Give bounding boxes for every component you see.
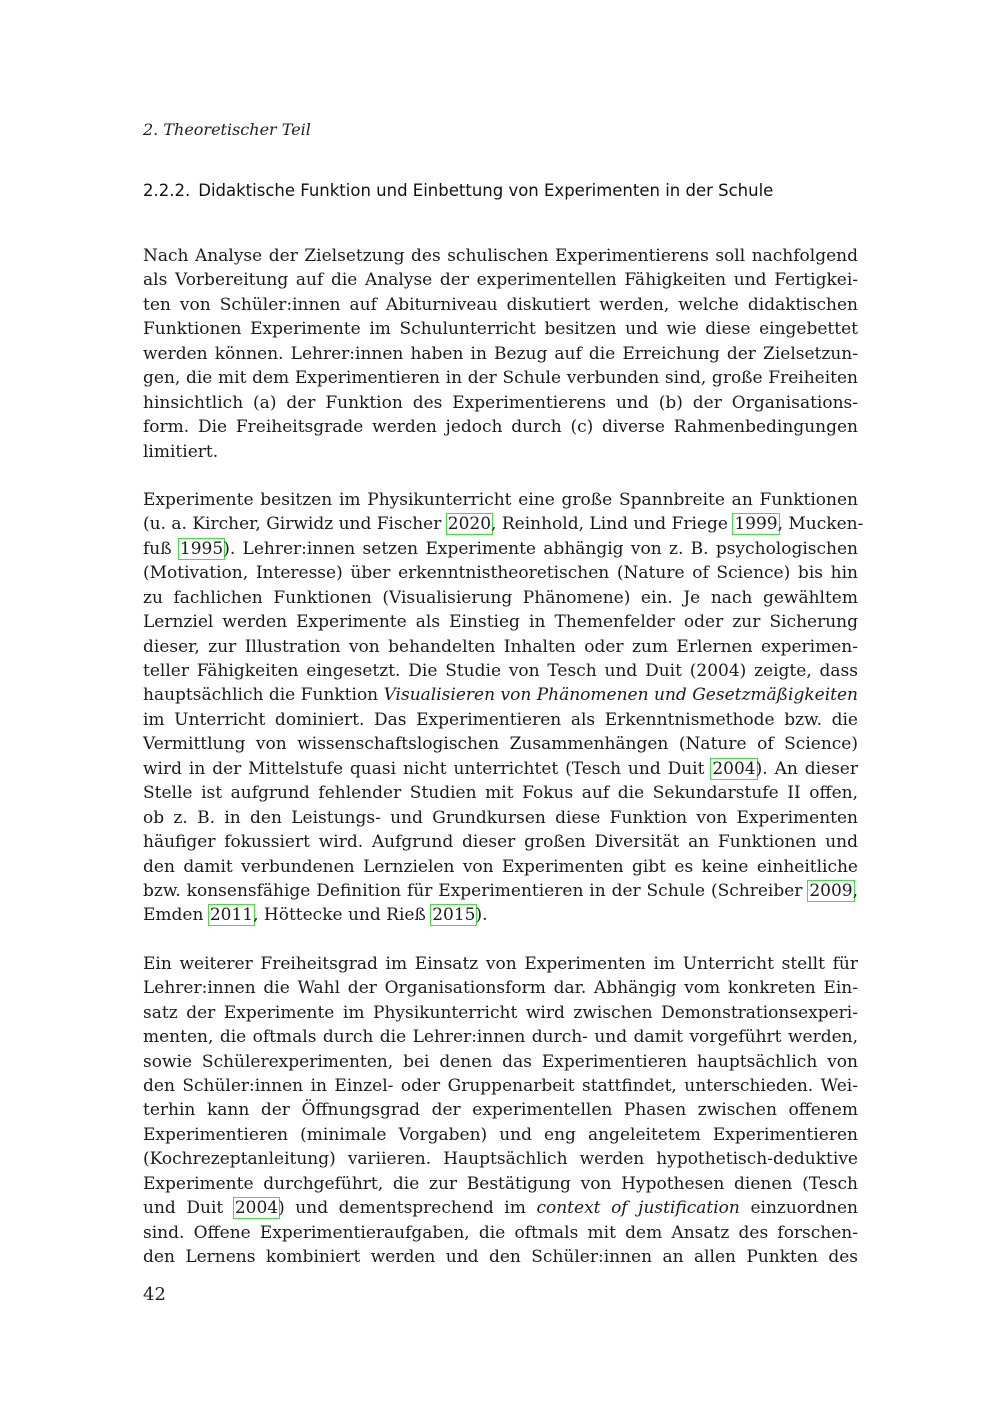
- text-line: als Vorbereitung auf die Analyse der experimentellen Fähigkeiten und Fertigkei-: [143, 270, 858, 291]
- text-line: sind. Offene Experimentieraufgaben, die oftmals mit dem Ansatz des forschen-: [143, 1222, 858, 1243]
- text-span: Emden: [143, 905, 209, 926]
- text-line: den Schüler:innen in Einzel- oder Gruppenarbeit stattfindet, unterschieden. Wei-: [143, 1076, 858, 1096]
- text-line: sowie Schülerexperimenten, bei denen das Experimentieren hauptsächlich von: [143, 1051, 858, 1072]
- text-span: , Mucken-: [777, 514, 864, 535]
- citation-link[interactable]: 2011: [209, 905, 254, 926]
- text-span: , Reinhold, Lind und Friege: [491, 514, 734, 535]
- citation-link[interactable]: 2004: [712, 758, 756, 779]
- emphasis-text: context of justification: [536, 1198, 740, 1219]
- text-span: bzw. konsensfähige Definition für Experimentieren in der Schule (Schreiber: [143, 880, 809, 901]
- text-line: häufiger fokussiert wird. Aufgrund dieser großen Diversität an Funktionen und: [143, 832, 858, 853]
- text-line: Stelle ist aufgrund fehlender Studien mit Fokus auf die Sekundarstufe II offen,: [143, 783, 858, 804]
- text-line: [143, 512, 864, 536]
- section-heading: [143, 181, 883, 200]
- text-line: [143, 1196, 858, 1220]
- text-span: ).: [475, 905, 488, 926]
- text-line: Experimente besitzen im Physikunterricht eine große Spannbreite an Funktionen: [143, 489, 858, 510]
- text-line: [143, 903, 858, 927]
- text-span: hauptsächlich die Funktion: [143, 685, 384, 706]
- text-line: teller Fähigkeiten eingesetzt. Die Studie von Tesch und Duit (2004) zeigte, dass: [143, 661, 858, 681]
- text-line: Lernziel werden Experimente als Einstieg in Themenfelder oder zur Sicherung: [143, 612, 858, 633]
- body-text: [143, 244, 864, 1294]
- text-line: Ein weiterer Freiheitsgrad im Einsatz von Experimenten im Unterricht stellt für: [143, 953, 858, 974]
- text-line: [143, 879, 858, 903]
- text-line: menten, die oftmals durch die Lehrer:innen durch- und damit vorgeführt werden,: [143, 1027, 858, 1048]
- text-line: (Kochrezeptanleitung) variieren. Hauptsächlich werden hypothetisch-deduktive: [143, 1149, 858, 1170]
- text-line: den Lernens kombiniert werden und den Schüler:innen an allen Punkten des: [143, 1247, 858, 1268]
- text-line: form. Die Freiheitsgrade werden jedoch durch (c) diverse Rahmenbedingungen: [143, 417, 858, 438]
- text-line: Nach Analyse der Zielsetzung des schulischen Experimentierens soll nachfolgend: [143, 246, 858, 266]
- text-line: gen, die mit dem Experimentieren in der Schule verbunden sind, große Freiheiten: [143, 368, 858, 389]
- text-span: , Höttecke und Rieß: [253, 905, 432, 926]
- text-span: einzuordnen: [739, 1198, 859, 1219]
- text-line: Vermittlung von wissenschaftslogischen Zusammenhängen (Nature of Science): [143, 734, 858, 755]
- text-line: [143, 757, 858, 781]
- text-line: satz der Experimente im Physikunterricht wird zwischen Demonstrationsexperi-: [143, 1002, 858, 1023]
- text-line: ten von Schüler:innen auf Abiturniveau diskutiert werden, welche didaktischen: [143, 294, 858, 315]
- text-span: ). Lehrer:innen setzen Experimente abhängig von z. B. psychologischen: [223, 538, 858, 559]
- text-line: limitiert.: [143, 441, 219, 462]
- text-line: Experimente durchgeführt, die zur Bestätigung von Hypothesen dienen (Tesch: [143, 1173, 858, 1194]
- text-span: ). An dieser: [755, 758, 858, 779]
- text-line: dieser, zur Illustration von behandelten Inhalten oder zum Erlernen experimen-: [143, 636, 858, 657]
- text-line: ob z. B. in den Leistungs- und Grundkursen diese Funktion von Experimenten: [143, 807, 858, 828]
- text-line: zu fachlichen Funktionen (Visualisierung Phänomene) ein. Je nach gewähltem: [143, 587, 858, 608]
- text-span: fuß: [143, 538, 179, 559]
- document-page: [143, 0, 864, 1414]
- text-span: und Duit: [143, 1198, 234, 1219]
- text-line: Experimentieren (minimale Vorgaben) und eng angeleitetem Experimentieren: [143, 1124, 858, 1145]
- citation-link[interactable]: 1999: [734, 514, 778, 535]
- page-number: 42: [143, 1284, 166, 1305]
- text-line: werden können. Lehrer:innen haben in Bezug auf die Erreichung der Zielsetzun-: [143, 343, 858, 364]
- paragraph-3: [143, 952, 858, 1270]
- section-title: Didaktische Funktion und Einbettung von Experimenten in der Schule: [198, 181, 774, 200]
- paragraph-1: [143, 244, 858, 464]
- text-line: [143, 683, 858, 707]
- citation-link[interactable]: 1995: [179, 538, 224, 559]
- text-line: im Unterricht dominiert. Das Experimentieren als Erkenntnismethode bzw. die: [143, 709, 858, 730]
- citation-link[interactable]: 2020: [447, 514, 492, 535]
- section-number: 2.2.2.: [143, 181, 191, 200]
- text-line: [143, 537, 858, 561]
- emphasis-text: Visualisieren von Phänomenen und Gesetzmäßigkeiten: [383, 685, 858, 706]
- text-line: Funktionen Experimente im Schulunterricht besitzen und wie diese eingebettet: [143, 319, 858, 340]
- running-head: 2. Theoretischer Teil: [143, 120, 311, 139]
- text-span: (u. a. Kircher, Girwidz und Fischer: [143, 514, 447, 535]
- citation-link[interactable]: 2015: [432, 905, 476, 926]
- text-line: Lehrer:innen die Wahl der Organisationsform dar. Abhängig vom konkreten Ein-: [143, 978, 858, 999]
- text-line: hinsichtlich (a) der Funktion des Experimentierens und (b) der Organisations-: [143, 392, 858, 413]
- citation-link[interactable]: 2004: [234, 1198, 279, 1219]
- text-line: (Motivation, Interesse) über erkenntnistheoretischen (Nature of Science) bis hin: [143, 563, 858, 584]
- citation-link[interactable]: 2009: [809, 880, 853, 901]
- text-span: ,: [852, 880, 858, 901]
- text-span: ) und dementsprechend im: [278, 1198, 537, 1219]
- text-span: wird in der Mittelstufe quasi nicht unterrichtet (Tesch und Duit: [143, 758, 712, 779]
- paragraph-2: [143, 488, 864, 928]
- text-line: den damit verbundenen Lernzielen von Experimenten gibt es keine einheitliche: [143, 856, 858, 877]
- text-line: terhin kann der Öffnungsgrad der experimentellen Phasen zwischen offenem: [143, 1100, 858, 1121]
